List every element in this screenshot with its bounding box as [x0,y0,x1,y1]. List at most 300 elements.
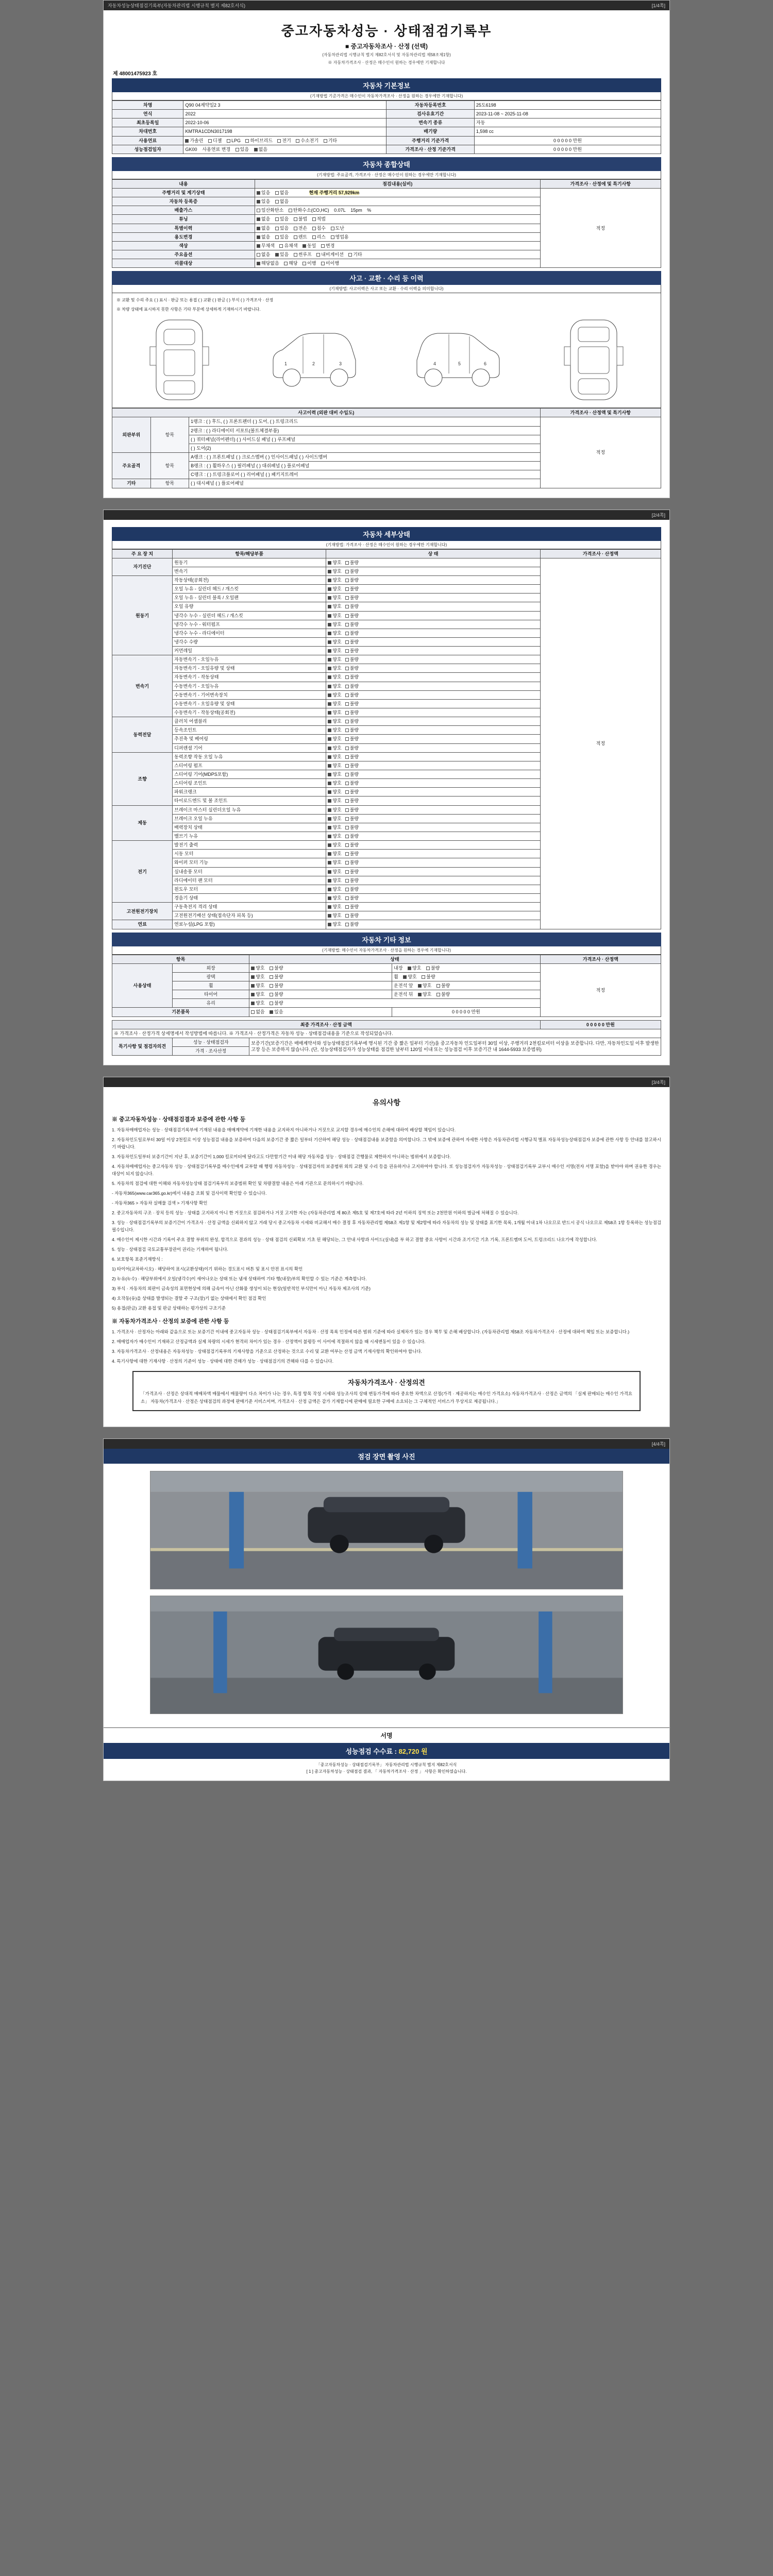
wheel-opt-0[interactable]: 양호 [403,974,416,980]
detail-status-opt-5-2-1[interactable]: 불량 [345,824,359,831]
checkbox-icon [257,200,260,204]
fuelchange-option-1[interactable]: 없음 [254,146,267,152]
detail-status-opt-6-2-1[interactable]: 불량 [345,859,359,866]
tuning-opt-1[interactable]: 있음 [275,216,289,222]
detail-status-opt-3-3-1[interactable]: 불량 [345,745,359,751]
notice1-item-3: 4. 자동차매매업자는 중고자동차 성능 · 상태점검기록부를 매수인에게 교부할 때 행령 자동차성능 · 상태점검자의 보증범위 외의 교환 및 수리 등을 권유하거나 고지하여야 합니다. 또 성능점검자가 자동차성능 · 상태점검기록부 교부시 매수인 서명(전자 서명 포함)을 받아야 하며 권유한 경우는 대상이 되지 않습니다. [112,1164,661,1177]
recall-opt-2[interactable]: 이행 [303,260,316,266]
detail-status-opt-2-5-1[interactable]: 불량 [345,701,359,707]
checkbox-icon [294,217,297,221]
svg-text:5: 5 [458,361,461,367]
recall-opt-1[interactable]: 해당 [284,260,297,266]
detail-status-opt-1-4-1[interactable]: 불량 [345,613,359,619]
basic-value-vin: KMTRA1CDN3017198 [183,127,386,136]
detail-status-opt-2-5-0[interactable]: 양호 [328,701,341,707]
detail-status-opt-1-7-1[interactable]: 불량 [345,639,359,645]
int-label: 내장 [394,965,403,971]
doc-title-note: (자동차관리법 시행규칙 별지 제82호서식 및 자동차관리법 제58조제1항) [322,53,451,57]
checkbox-icon [324,139,327,143]
detail-status-opt-3-2-0[interactable]: 양호 [328,736,341,742]
rearwheel-opt-1[interactable]: 불량 [436,991,450,997]
car-rear-diagram [555,316,632,403]
detail-status-opt-7-1-1[interactable]: 불량 [345,912,359,919]
checkbox-icon [345,790,349,794]
detail-col-1: 항목/해당부품 [173,549,326,558]
wheel-label: 휠 [394,974,398,979]
detail-status-opt-1-0-1[interactable]: 불량 [345,577,359,583]
wheel-opt-1[interactable]: 불량 [422,974,435,980]
page-4 [103,1438,670,1781]
fee-label: 성능점검 수수료 : [345,1748,397,1756]
checkbox-icon [328,923,331,926]
overall-row-label-7: 주요옵션 [112,250,255,259]
fuel-option-6[interactable]: 기타 [324,138,337,144]
detail-status-opt-4-2-1[interactable]: 불량 [345,771,359,777]
usechange-opt-1[interactable]: 있음 [275,234,289,240]
usechange-opt-3[interactable]: 리스 [312,234,326,240]
checkbox-icon [345,782,349,785]
fuelchange-label: 사용연료 변경 [202,146,231,152]
regdoc-opt-0[interactable]: 있음 [257,198,270,205]
detail-status-opt-5-2-0[interactable]: 양호 [328,824,341,831]
detail-item-6-1: 시동 모터 [173,850,326,858]
window-topbar [104,1,669,10]
final-price-note: ※ 가격조사 · 산정가격 상세명세서 작성방법에 따릅니다. ※ 가격조사 · 산정가격은 자동차 성능 · 상태점검내용을 기준으로 작성되었습니다. [112,1029,661,1038]
detail-group-1: 원동기 [112,575,173,655]
other-value-4 [249,999,540,1008]
int-opt-0[interactable]: 양호 [408,965,421,971]
checkbox-icon [328,675,331,679]
checkbox-icon [345,605,349,608]
color-opt-0[interactable]: 무채색 [257,243,275,249]
detail-status-opt-0-0-0[interactable]: 양호 [328,560,341,566]
overall-col-0: 내용 [112,179,255,188]
frontwheel-opt-0[interactable]: 양호 [418,982,431,989]
detail-status-2-1 [326,664,540,673]
glass-opt-1[interactable]: 불량 [270,1000,283,1006]
base-opt-0[interactable]: 없음 [251,1009,264,1015]
checkbox-icon [185,139,189,143]
ext-opt-1[interactable]: 불량 [270,965,283,971]
detail-status-opt-4-5-0[interactable]: 양호 [328,798,341,804]
checkbox-icon [275,235,279,239]
detail-item-1-6: 냉각수 누수 - 라디에이터 [173,629,326,637]
checkbox-icon [254,148,258,151]
detail-status-8-0 [326,920,540,929]
checkbox-icon [345,826,349,829]
detail-status-opt-6-1-1[interactable]: 불량 [345,851,359,857]
detail-item-4-2: 스티어링 기어(MDPS포함) [173,770,326,779]
detail-status-opt-5-0-0[interactable]: 양호 [328,807,341,813]
detail-status-opt-4-5-1[interactable]: 불량 [345,798,359,804]
basic-value-platenumber: 25도6198 [474,101,661,110]
option-opt-3[interactable]: 내비게이션 [316,251,343,258]
detail-status-opt-0-1-0[interactable]: 양호 [328,568,341,574]
checkbox-icon [251,993,255,996]
tuning-opt-0[interactable]: 없음 [257,216,270,222]
window-topbar-3 [104,1077,669,1087]
mileage-detail: 현재 주행거리 57,929km [309,190,360,195]
detail-status-opt-1-8-0[interactable]: 양호 [328,648,341,654]
frontwheel-opt-1[interactable]: 불량 [436,982,450,989]
option-opt-2[interactable]: 썬루프 [294,251,312,258]
detail-status-opt-1-7-0[interactable]: 양호 [328,639,341,645]
table-row [112,558,661,567]
other-value-3 [249,990,392,999]
checkbox-icon [345,570,349,573]
detail-item-4-3: 스티어링 조인트 [173,779,326,788]
history-opt-3[interactable]: 침수 [312,225,326,231]
accident-line-1-2: C랭크 : ( ) 트렁크플로어 ( ) 리어패널 ( ) 패키지트레이 [189,470,541,479]
wheel2-opt-0[interactable]: 양호 [251,982,264,989]
detail-status-opt-8-0-1[interactable]: 불량 [345,921,359,927]
detail-status-opt-3-0-0[interactable]: 양호 [328,718,341,724]
tuning-opt-3[interactable]: 적법 [312,216,326,222]
option-opt-0[interactable]: 없음 [257,251,270,258]
svg-text:2: 2 [312,361,315,367]
detail-status-opt-1-2-0[interactable]: 양호 [328,595,341,601]
table-row [112,136,661,145]
detail-status-opt-4-4-1[interactable]: 불량 [345,789,359,795]
basic-value-displacement: 1,598 cc [474,127,661,136]
checkbox-icon [436,993,440,996]
tuning-opt-2[interactable]: 불법 [294,216,307,222]
detail-status-opt-2-3-0[interactable]: 양호 [328,683,341,689]
document-title [112,21,661,66]
detail-status-opt-1-8-1[interactable]: 불량 [345,648,359,654]
option-opt-1[interactable]: 있음 [275,251,289,258]
fuel-option-0[interactable]: 가솔린 [185,138,203,144]
checkbox-icon [270,993,273,996]
checkbox-icon [270,1002,273,1005]
overall-row-value-8 [255,259,540,268]
notice1-item-2: 3. 자동차인도일부터 보증기간이 지난 후, 보증기간이 1,000 킬로미터에 달라고도 다만함기간 이내 해당 자동차를 성능 · 상태점검 간행물로 제한하지 아니하는 범위에서 보증합니다. [112,1154,451,1160]
emission-opt-0[interactable]: 일산화탄소 [257,207,283,213]
detail-status-opt-7-1-0[interactable]: 양호 [328,912,341,919]
fuel-option-2[interactable]: LPG [227,138,241,144]
history-opt-4[interactable]: 도난 [331,225,344,231]
mileage-opt-0[interactable]: 있음 [257,190,270,196]
detail-item-6-5: 윈도우 모터 [173,885,326,893]
other-label-1: 광택 [173,972,249,981]
notice3-item-0: 6. 보호항목 표준기재방식 : [112,1257,163,1262]
detail-status-opt-4-1-1[interactable]: 불량 [345,762,359,769]
checkbox-icon [296,139,299,143]
remarks-label: 특기사항 및 점검자의견 [112,1038,173,1055]
accident-group-1: 주요골격 [112,452,151,479]
detail-status-opt-4-1-0[interactable]: 양호 [328,762,341,769]
page-3-mark: [3/4쪽] [651,1080,665,1086]
usechange-opt-0[interactable]: 없음 [257,234,270,240]
recall-opt-3[interactable]: 미이행 [321,260,339,266]
detail-status-opt-6-0-1[interactable]: 불량 [345,842,359,848]
detail-status-opt-7-0-0[interactable]: 양호 [328,904,341,910]
detail-status-opt-1-6-1[interactable]: 불량 [345,630,359,636]
detail-status-opt-2-1-0[interactable]: 양호 [328,665,341,671]
detail-status-3-3 [326,743,540,752]
history-opt-2[interactable]: 전손 [294,225,307,231]
emission-opt-1[interactable]: 탄화수소(CO,HC) [289,207,329,213]
detail-status-opt-2-6-0[interactable]: 양호 [328,709,341,716]
tire-opt-1[interactable]: 불량 [270,991,283,997]
overall-row-value-4 [255,224,540,232]
detail-status-opt-1-5-0[interactable]: 양호 [328,621,341,628]
detail-item-3-0: 클러치 어셈블리 [173,717,326,726]
checkbox-icon [345,737,349,741]
basic-value-carname: Q90 04계약일2 3 [183,101,386,110]
fuelchange-option-0[interactable]: 있음 [236,146,249,152]
notice3-item-4: 4) 오작동(유)을 상태를 발생되는 결함 주 구조(장)기 없는 상태에서 확인 점검 확인 [112,1296,266,1301]
detail-status-opt-0-0-1[interactable]: 불량 [345,560,359,566]
detail-status-opt-2-1-1[interactable]: 불량 [345,665,359,671]
basic-label-year: 연식 [112,110,183,118]
checkbox-icon [345,596,349,600]
basic-label-displacement: 배기량 [386,127,474,136]
detail-status-opt-1-2-1[interactable]: 불량 [345,595,359,601]
detail-status-opt-2-0-0[interactable]: 양호 [328,656,341,663]
notice-list-1 [112,1126,661,1207]
basic-value-price-survey-digits: 0 0 0 0 0 만원 [474,145,661,154]
detail-status-opt-4-2-0[interactable]: 양호 [328,771,341,777]
checkbox-icon [345,640,349,644]
final-price-title: 최종 가격조사 · 산정 금액 [112,1020,541,1029]
checkbox-icon [345,773,349,776]
checkbox-icon [236,148,239,151]
accident-line-0-3: ( ) 도어(2) [189,444,541,452]
detail-status-opt-6-3-1[interactable]: 불량 [345,869,359,875]
glass-opt-0[interactable]: 양호 [251,1000,264,1006]
detail-status-opt-8-0-0[interactable]: 양호 [328,921,341,927]
detail-status-opt-6-3-0[interactable]: 양호 [328,869,341,875]
checkbox-icon [316,253,320,257]
usechange-opt-4[interactable]: 영업용 [331,234,349,240]
detail-status-opt-4-0-1[interactable]: 불량 [345,754,359,760]
mileage-opt-1[interactable]: 없음 [275,190,289,196]
checkbox-icon [345,905,349,909]
detail-item-6-3: 실내송풍 모터 [173,867,326,876]
int-opt-1[interactable]: 불량 [426,965,440,971]
detail-item-1-7: 냉각수 수량 [173,637,326,646]
detail-status-opt-6-5-1[interactable]: 불량 [345,886,359,892]
overall-row-label-8: 리콜대상 [112,259,255,268]
detail-status-opt-5-3-0[interactable]: 양호 [328,833,341,839]
detail-status-opt-6-1-0[interactable]: 양호 [328,851,341,857]
detail-status-opt-2-2-1[interactable]: 불량 [345,674,359,680]
detail-status-7-0 [326,903,540,911]
detail-group-6: 전기 [112,841,173,903]
checkbox-icon [345,923,349,926]
ext-opt-0[interactable]: 양호 [251,965,264,971]
notice4-item-2: 3. 자동차가격조사 · 산정내용은 자동차성능 · 상태점검기록부의 기재사항을 기준으로 산정하는 것으로 수리 및 교환 여부는 산정 금액 기재사항의 확인하여야 합니다. [112,1349,422,1354]
detail-item-8-0: 연료누설(LPG 포함) [173,920,326,929]
detail-status-3-0 [326,717,540,726]
detail-status-opt-1-1-0[interactable]: 양호 [328,586,341,592]
base-opt-1[interactable]: 있음 [270,1009,283,1015]
checkbox-icon [328,826,331,829]
checkbox-icon [251,967,255,970]
detail-status-opt-2-4-0[interactable]: 양호 [328,692,341,698]
fuel-option-4[interactable]: 전기 [277,138,291,144]
detail-status-opt-3-1-0[interactable]: 양호 [328,727,341,733]
doc-title-sub: ■ 중고자동차조사 · 산정 (선택) [345,43,428,50]
checkbox-icon [345,702,349,706]
detail-status-opt-7-0-1[interactable]: 불량 [345,904,359,910]
other-label-2: 휠 [173,981,249,990]
detail-status-opt-2-3-1[interactable]: 불량 [345,683,359,689]
detail-item-2-2: 자동변속기 - 작동상태 [173,673,326,682]
detail-status-opt-6-6-1[interactable]: 불량 [345,895,359,901]
detail-status-opt-1-3-0[interactable]: 양호 [328,603,341,609]
detail-status-opt-4-3-1[interactable]: 불량 [345,780,359,786]
detail-status-opt-4-3-0[interactable]: 양호 [328,780,341,786]
detail-item-4-1: 스티어링 펌프 [173,761,326,770]
accident-parts-title: 사고이력 (외판 대비 수입도) [112,409,541,417]
detail-status-opt-0-1-1[interactable]: 불량 [345,568,359,574]
detail-status-4-1 [326,761,540,770]
detail-status-opt-6-6-0[interactable]: 양호 [328,895,341,901]
detail-status-opt-5-1-0[interactable]: 양호 [328,816,341,822]
base-items-value [249,1008,392,1016]
checkbox-icon [345,764,349,768]
notice-list-4 [112,1328,661,1365]
detail-status-6-4 [326,876,540,885]
detail-status-opt-2-0-1[interactable]: 불량 [345,656,359,663]
detail-status-5-3 [326,832,540,841]
detail-status-opt-6-2-0[interactable]: 양호 [328,859,341,866]
detail-status-opt-1-6-0[interactable]: 양호 [328,630,341,636]
checkbox-icon [208,139,212,143]
detail-status-1-2 [326,594,540,602]
detail-status-opt-6-5-0[interactable]: 양호 [328,886,341,892]
checkbox-icon [328,870,331,874]
color-opt-3[interactable]: 변경 [321,243,334,249]
detail-status-6-2 [326,858,540,867]
detail-status-opt-1-5-1[interactable]: 불량 [345,621,359,628]
other-value-3b [392,990,541,999]
checkbox-icon [312,217,316,221]
basic-label-vin: 차대번호 [112,127,183,136]
rearwheel-opt-0[interactable]: 양호 [418,991,431,997]
basic-value-inspection-period: 2023-11-08 ~ 2025-11-08 [474,110,661,118]
other-value-1 [249,972,392,981]
polish-opt-0[interactable]: 양호 [251,974,264,980]
detail-status-0-0 [326,558,540,567]
checkbox-icon [328,570,331,573]
other-value-0b [392,963,541,972]
detail-status-opt-6-4-1[interactable]: 불량 [345,877,359,884]
history-opt-0[interactable]: 없음 [257,225,270,231]
checkbox-icon [345,685,349,688]
detail-status-opt-3-0-1[interactable]: 불량 [345,718,359,724]
svg-text:3: 3 [339,361,342,367]
detail-status-opt-1-4-0[interactable]: 양호 [328,613,341,619]
page-3 [103,1077,670,1427]
regdoc-opt-1[interactable]: 없음 [275,198,289,205]
detail-status-5-0 [326,805,540,814]
detail-status-1-8 [326,647,540,655]
detail-status-opt-3-2-1[interactable]: 불량 [345,736,359,742]
history-opt-1[interactable]: 있음 [275,225,289,231]
wheel2-opt-1[interactable]: 불량 [270,982,283,989]
checkbox-icon [328,861,331,865]
detail-col-3: 가격조사 · 산정액 [540,549,661,558]
tire-opt-0[interactable]: 양호 [251,991,264,997]
detail-status-opt-2-4-1[interactable]: 불량 [345,692,359,698]
detail-status-opt-5-1-1[interactable]: 불량 [345,816,359,822]
detail-status-opt-3-3-0[interactable]: 양호 [328,745,341,751]
detail-item-5-2: 배력장치 상태 [173,823,326,832]
overall-row-label-3: 튜닝 [112,215,255,224]
table-row [112,1038,661,1046]
checkbox-icon [345,852,349,856]
section-other-band: 자동차 기타 정보 [112,933,661,946]
detail-status-opt-1-3-1[interactable]: 불량 [345,603,359,609]
checkbox-icon [328,817,331,821]
checkbox-icon [303,262,306,265]
detail-status-opt-5-3-1[interactable]: 불량 [345,833,359,839]
recall-opt-0[interactable]: 해당없음 [257,260,279,266]
detail-status-2-2 [326,673,540,682]
detail-item-0-0: 원동기 [173,558,326,567]
footer-copy [104,1759,669,1781]
detail-status-opt-1-1-1[interactable]: 불량 [345,586,359,592]
photo-lift-front-image [150,1471,623,1589]
accident-parts-right-label: 가격조사 · 산정액 및 특기사항 [540,409,661,417]
basic-value-year: 2022 [183,110,386,118]
detail-status-opt-2-6-1[interactable]: 불량 [345,709,359,716]
checkbox-icon [345,632,349,635]
detail-status-2-4 [326,690,540,699]
checkbox-icon [251,984,255,988]
detail-status-opt-6-4-0[interactable]: 양호 [328,877,341,884]
checkbox-icon [345,561,349,565]
detail-status-2-3 [326,682,540,690]
detail-item-1-5: 냉각수 누수 - 워터펌프 [173,620,326,629]
checkbox-icon [312,235,316,239]
detail-status-2-5 [326,699,540,708]
checkbox-icon [245,139,249,143]
color-opt-2[interactable]: 동일 [303,243,316,249]
checkbox-icon [345,614,349,618]
checkbox-icon [257,217,260,221]
detail-status-opt-5-0-1[interactable]: 불량 [345,807,359,813]
detail-status-opt-4-4-0[interactable]: 양호 [328,789,341,795]
detail-status-opt-3-1-1[interactable]: 불량 [345,727,359,733]
overall-row-value-1 [255,197,540,206]
option-opt-4[interactable]: 기타 [348,251,362,258]
checkbox-icon [328,658,331,662]
detail-group-0: 자기진단 [112,558,173,575]
polish-opt-1[interactable]: 불량 [270,974,283,980]
detail-status-opt-2-2-0[interactable]: 양호 [328,674,341,680]
overall-row-value-3 [255,215,540,224]
detail-status-opt-4-0-0[interactable]: 양호 [328,754,341,760]
checkbox-icon [328,605,331,608]
detail-status-opt-6-0-0[interactable]: 양호 [328,842,341,848]
remarks-text: 보증기간(보증기간은 매매계약서와 성능상태점검기록부에 명시된 기간 중 짧은 일부터 기산)을 중고자동차 인도일부터 30일 이상, 주행거리 2천킬로미터 이상을 보증합니다. 다만, 자동차인도일 이후 발생한 고장 등은 보증하지 않습니다. (단, 성능상태점검자가 성능상태를 점검한 날부터 120일 이내 또는 성능점검 이후 보증기간 내 1644-5933 보증범위) [249,1038,661,1055]
detail-item-2-5: 수동변속기 - 오일유량 및 상태 [173,699,326,708]
fuel-option-1[interactable]: 디젤 [208,138,222,144]
checkbox-icon [321,262,325,265]
overall-state-table [112,179,661,268]
fuel-option-5[interactable]: 수소전기 [296,138,318,144]
detail-status-opt-1-0-0[interactable]: 양호 [328,577,341,583]
notice4-item-3: 4. 특기사항에 대한 기재사항 · 산정의 기준이 성능 · 상태에 대한 견해가 성능 · 상태점검기의 견해와 다를 수 있습니다. [112,1359,333,1364]
fuel-option-3[interactable]: 하이브리드 [245,138,272,144]
usechange-opt-2[interactable]: 렌트 [294,234,307,240]
color-opt-1[interactable]: 유채색 [279,243,297,249]
overall-row-label-0: 주행거리 및 계기상태 [112,188,255,197]
